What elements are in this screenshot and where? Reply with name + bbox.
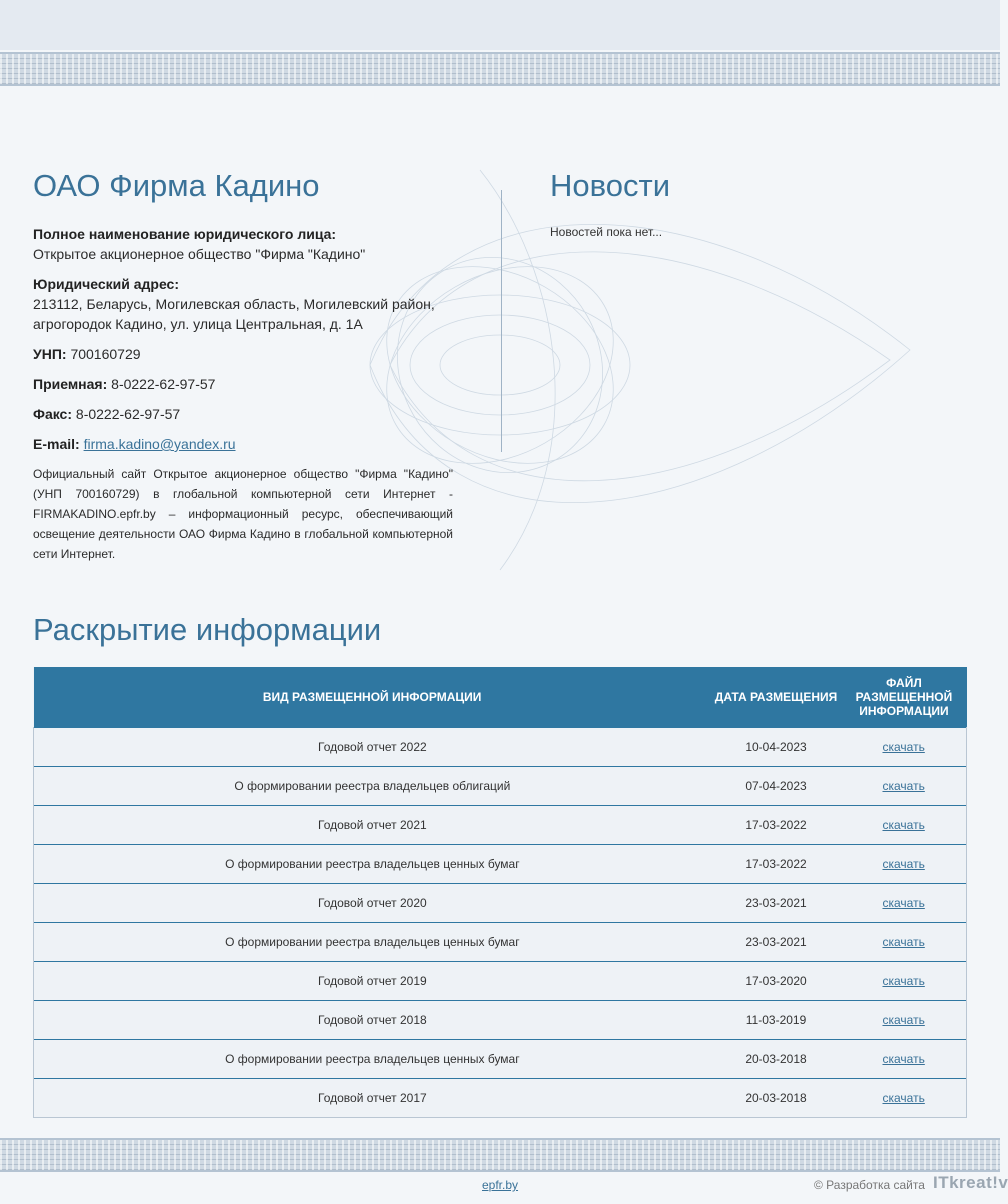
row-date: 11-03-2019 <box>711 1001 842 1040</box>
table-row <box>34 1040 967 1079</box>
reception-block <box>33 374 453 394</box>
unp-block <box>33 344 453 364</box>
row-info-type: О формировании реестра владельцев облигаций <box>34 767 711 806</box>
row-date: 07-04-2023 <box>711 767 842 806</box>
address-line2: агрогородок Кадино, ул. улица Центральная, д. 1А <box>33 316 363 332</box>
row-info-type: О формировании реестра владельцев ценных бумаг <box>34 1040 711 1079</box>
download-link[interactable]: скачать <box>882 1013 925 1027</box>
row-info-type: Годовой отчет 2020 <box>34 884 711 923</box>
row-file-cell <box>841 923 966 962</box>
row-file-cell <box>841 1040 966 1079</box>
row-date: 20-03-2018 <box>711 1040 842 1079</box>
table-row <box>34 728 967 767</box>
row-file-cell <box>841 806 966 845</box>
full-name-value: Открытое акционерное общество "Фирма "Кадино" <box>33 246 366 262</box>
header-info-type: ВИД РАЗМЕЩЕННОЙ ИНФОРМАЦИИ <box>34 667 711 728</box>
site-description: Официальный сайт Открытое акционерное общество "Фирма "Кадино" (УНП 700160729) в глобальной компьютерной сети Интернет - FIRMAKADINO.epfr.by – информационный ресурс, обеспечивающий освещение деятельности ОАО Фирма Кадино в глобальной компьютерной сети Интернет. <box>33 467 453 561</box>
row-date: 20-03-2018 <box>711 1079 842 1118</box>
row-file-cell <box>841 1079 966 1118</box>
unp-value: 700160729 <box>70 346 141 362</box>
company-title: ОАО Фирма Кадино <box>33 168 320 203</box>
disclosure-table <box>33 667 967 1118</box>
download-link[interactable]: скачать <box>882 935 925 949</box>
row-info-type: Годовой отчет 2017 <box>34 1079 711 1118</box>
fax-value: 8-0222-62-97-57 <box>75 406 181 422</box>
download-link[interactable]: скачать <box>882 740 925 754</box>
row-file-cell <box>841 1001 966 1040</box>
email-block <box>33 434 453 454</box>
table-row <box>34 1001 967 1040</box>
row-info-type: Годовой отчет 2018 <box>34 1001 711 1040</box>
top-band <box>0 0 1000 50</box>
reception-label: Приемная: <box>33 376 108 392</box>
row-date: 17-03-2020 <box>711 962 842 1001</box>
table-row <box>34 845 967 884</box>
column-divider <box>501 190 502 452</box>
disclosure-title: Раскрытие информации <box>33 612 382 647</box>
news-empty-text: Новостей пока нет... <box>550 225 663 239</box>
row-info-type: Годовой отчет 2021 <box>34 806 711 845</box>
row-file-cell <box>841 728 966 767</box>
table-header-row <box>34 667 967 728</box>
row-date: 10-04-2023 <box>711 728 842 767</box>
download-link[interactable]: скачать <box>882 896 925 910</box>
address-block <box>33 274 453 334</box>
row-file-cell <box>841 767 966 806</box>
address-line1: 213112, Беларусь, Могилевская область, Могилевский район, <box>33 296 435 312</box>
row-file-cell <box>841 962 966 1001</box>
download-link[interactable]: скачать <box>882 1091 925 1105</box>
table-row <box>34 923 967 962</box>
header-file: ФАЙЛ РАЗМЕЩЕННОЙ ИНФОРМАЦИИ <box>841 667 966 728</box>
news-title: Новости <box>550 168 671 203</box>
full-name-label: Полное наименование юридического лица: <box>33 226 337 242</box>
address-label: Юридический адрес: <box>33 276 179 292</box>
footer-epfr-link[interactable]: epfr.by <box>482 1178 519 1192</box>
row-date: 17-03-2022 <box>711 806 842 845</box>
email-label: E-mail: <box>33 436 80 452</box>
download-link[interactable]: скачать <box>882 857 925 871</box>
download-link[interactable]: скачать <box>882 818 925 832</box>
download-link[interactable]: скачать <box>882 1052 925 1066</box>
reception-value: 8-0222-62-97-57 <box>111 376 216 392</box>
row-date: 23-03-2021 <box>711 923 842 962</box>
row-info-type: Годовой отчет 2022 <box>34 728 711 767</box>
email-link[interactable]: firma.kadino@yandex.ru <box>83 436 236 452</box>
company-info <box>33 224 453 574</box>
table-row <box>34 767 967 806</box>
table-row <box>34 884 967 923</box>
download-link[interactable]: скачать <box>882 779 925 793</box>
decorative-border-bottom <box>0 1138 1000 1172</box>
row-info-type: Годовой отчет 2019 <box>34 962 711 1001</box>
row-info-type: О формировании реестра владельцев ценных бумаг <box>34 923 711 962</box>
table-row <box>34 1079 967 1118</box>
table-row <box>34 962 967 1001</box>
row-file-cell <box>841 845 966 884</box>
fax-block <box>33 404 453 424</box>
row-date: 17-03-2022 <box>711 845 842 884</box>
full-name-block <box>33 224 453 264</box>
row-file-cell <box>841 884 966 923</box>
table-row <box>34 806 967 845</box>
footer-developer-text: © Разработка сайта <box>814 1178 925 1192</box>
row-info-type: О формировании реестра владельцев ценных бумаг <box>34 845 711 884</box>
decorative-border-top <box>0 52 1000 86</box>
developer-logo[interactable]: ITkreat!v <box>933 1173 1008 1192</box>
unp-label: УНП: <box>33 346 67 362</box>
download-link[interactable]: скачать <box>882 974 925 988</box>
header-date: ДАТА РАЗМЕЩЕНИЯ <box>711 667 842 728</box>
row-date: 23-03-2021 <box>711 884 842 923</box>
fax-label: Факс: <box>33 406 73 422</box>
